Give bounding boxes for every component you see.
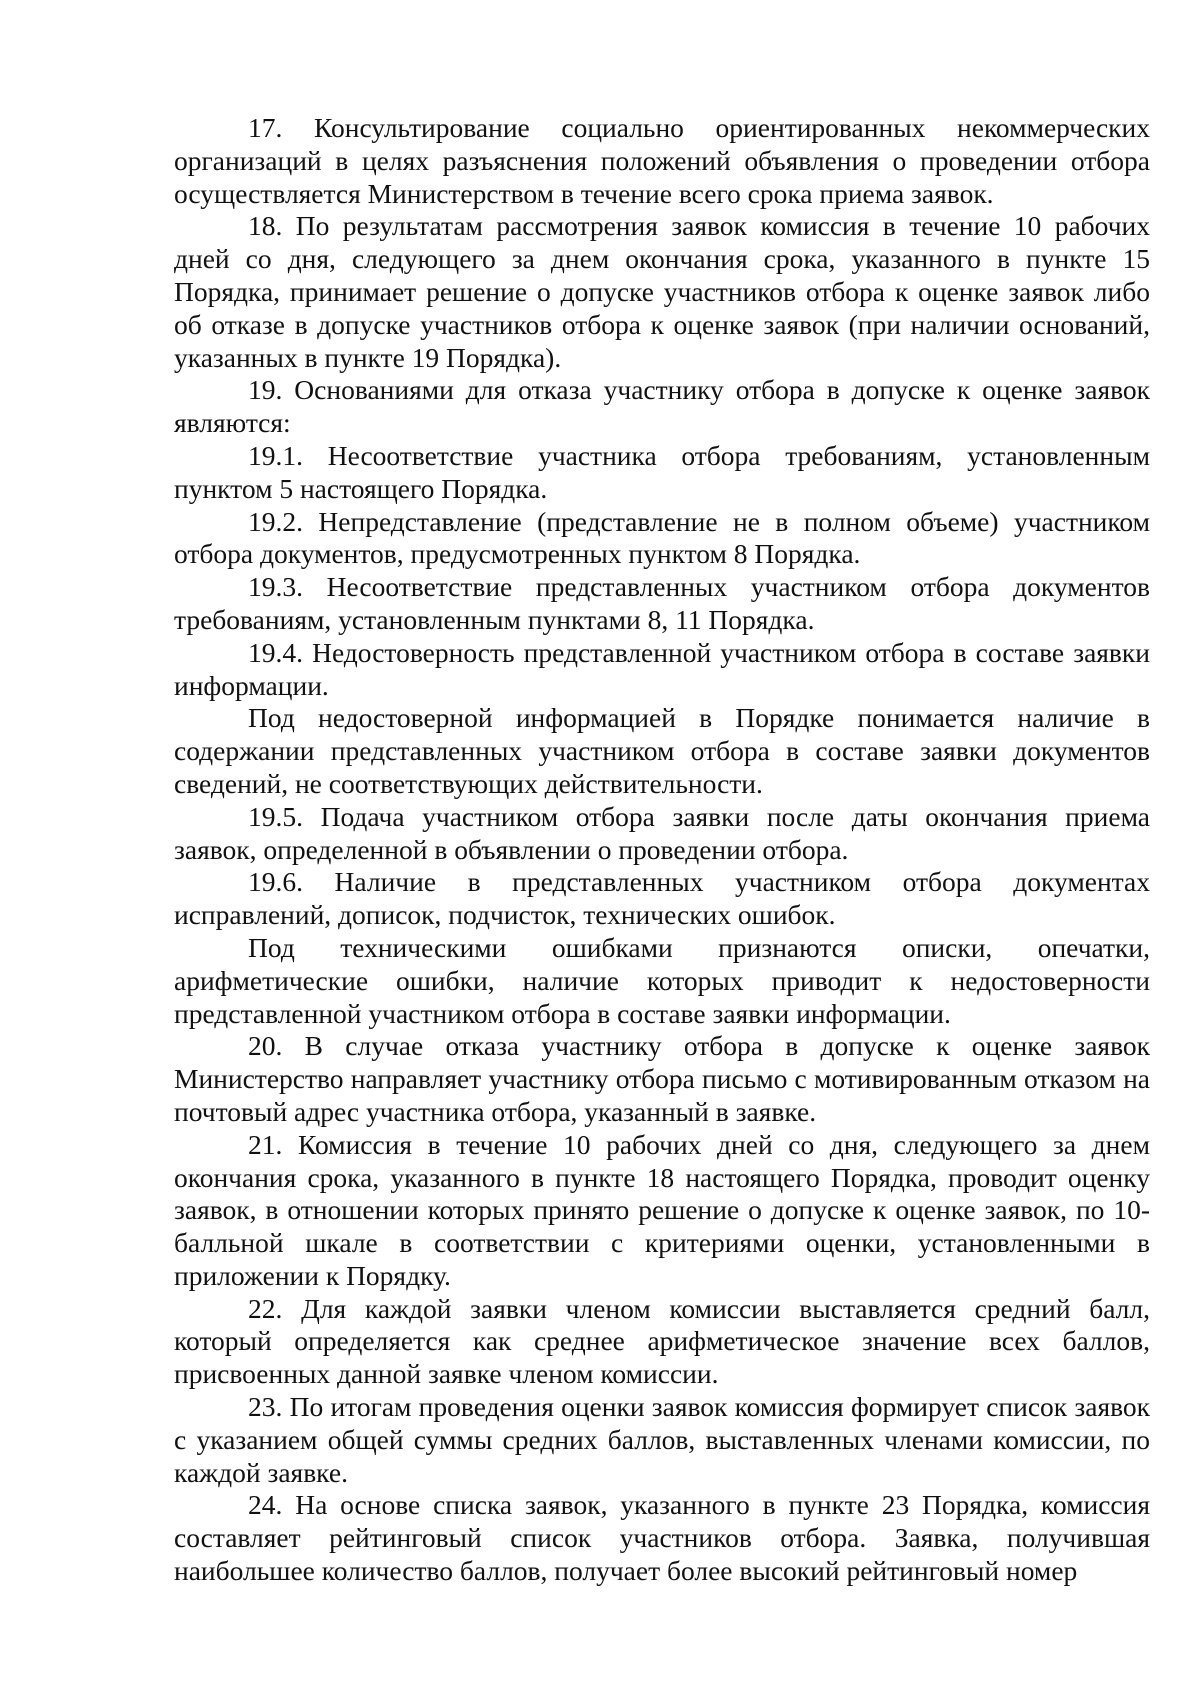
document-page: [174, 112, 1150, 1588]
paragraph-22: 22. Для каждой заявки членом комиссии выставляется средний балл, который определяется как среднее арифметическое значение всех баллов, присвоенных данной заявке членом комиссии.: [174, 1292, 1150, 1390]
paragraph-19-2: 19.2. Непредставление (представление не в полном объеме) участником отбора документов, предусмотренных пунктом 8 Порядка.: [174, 505, 1150, 570]
paragraph-17: 17. Консультирование социально ориентированных некоммерческих организаций в целях разъяснения положений объявления о проведении отбора осуществляется Министерством в течение всего срока приема заявок.: [174, 112, 1150, 209]
paragraph-19-4-note: Под недостоверной информацией в Порядке понимается наличие в содержании представленных участником отбора в составе заявки документов сведений, не соответствующих действительности.: [174, 702, 1150, 799]
paragraph-23: 23. По итогам проведения оценки заявок комиссия формирует список заявок с указанием общей суммы средних баллов, выставленных членами комиссии, по каждой заявке.: [174, 1391, 1150, 1488]
paragraph-19: 19. Основаниями для отказа участнику отбора в допуске к оценке заявок являются:: [174, 374, 1150, 439]
paragraph-24: 24. На основе списка заявок, указанного в пункте 23 Порядка, комиссия составляет рейтинговый список участников отбора. Заявка, получившая наибольшее количество баллов, получает более высокий рейтинговый номер: [174, 1489, 1150, 1587]
paragraph-18: 18. По результатам рассмотрения заявок комиссия в течение 10 рабочих дней со дня, следующего за днем окончания срока, указанного в пункте 15 Порядка, принимает решение о допуске участников отбора к оценке заявок либо об отказе в допуске участников отбора к оценке заявок (при наличии оснований, указанных в пункте 19 Порядка).: [174, 210, 1150, 373]
paragraph-19-1: 19.1. Несоответствие участника отбора требованиям, установленным пунктом 5 настоящего Порядка.: [174, 439, 1150, 504]
paragraph-19-3: 19.3. Несоответствие представленных участником отбора документов требованиям, установленным пунктами 8, 11 Порядка.: [174, 571, 1150, 635]
paragraph-19-6: 19.6. Наличие в представленных участником отбора документах исправлений, дописок, подчисток, технических ошибок.: [174, 866, 1150, 931]
paragraph-19-4: 19.4. Недостоверность представленной участником отбора в составе заявки информации.: [174, 636, 1150, 701]
paragraph-19-5: 19.5. Подача участником отбора заявки после даты окончания приема заявок, определенной в объявлении о проведении отбора.: [174, 800, 1150, 865]
paragraph-20: 20. В случае отказа участнику отбора в допуске к оценке заявок Министерство направляет участнику отбора письмо с мотивированным отказом на почтовый адрес участника отбора, указанный в заявке.: [174, 1030, 1150, 1127]
paragraph-19-6-note: Под техническими ошибками признаются описки, опечатки, арифметические ошибки, наличие которых приводит к недостоверности представленной участником отбора в составе заявки информации.: [174, 931, 1150, 1029]
paragraph-21: 21. Комиссия в течение 10 рабочих дней со дня, следующего за днем окончания срока, указанного в пункте 18 настоящего Порядка, проводит оценку заявок, в отношении которых принято решение о допуске к оценке заявок, по 10-балльной шкале в соответствии с критериями оценки, установленными в приложении к Порядку.: [174, 1128, 1150, 1291]
